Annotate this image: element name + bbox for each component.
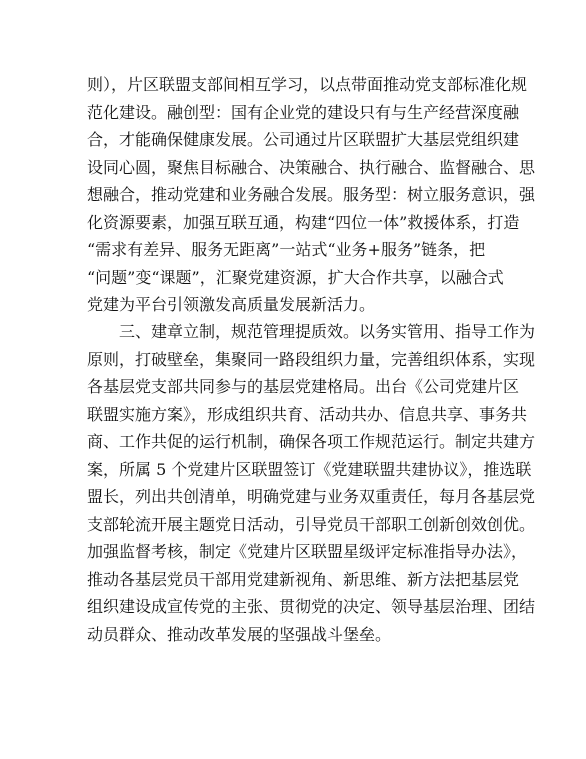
- text-line: 想融合，推动党建和业务融合发展。服务型：树立服务意识，强: [87, 185, 536, 204]
- section-heading-line: 三、建章立制，规范管理提质效。以务实管用、指导工作为: [119, 322, 536, 341]
- text-line: 联盟实施方案》，形成组织共育、活动共办、信息共享、事务共: [87, 404, 528, 424]
- text-line: 盟长，列出共创清单，明确党建与业务双重责任，每月各基层党: [87, 487, 536, 506]
- text-line: 加强监督考核，制定《党建片区联盟星级评定标准指导办法》，: [87, 542, 528, 561]
- text-line: 组织建设成宣传党的主张、贯彻党的决定、领导基层治理、团结: [87, 597, 536, 616]
- text-line: 案，所属 5 个党建片区联盟签订《党建联盟共建协议》，推选联: [87, 459, 532, 479]
- text-line: “需求有差异、服务无距离”一站式“业务+服务”链条，把: [87, 240, 486, 259]
- paragraph-section-three: [87, 318, 536, 648]
- text-line: 则），片区联盟支部间相互学习，以点带面推动党支部标准化规: [87, 75, 528, 94]
- text-line: 党建为平台引领激发高质量发展新活力。: [87, 295, 376, 314]
- paragraph-integration-types: [87, 71, 536, 319]
- text-line: 各基层党支部共同参与的基层党建格局。出台《公司党建片区: [87, 377, 520, 396]
- text-line: 支部轮流开展主题党日活动，引导党员干部职工创新创效创优。: [87, 514, 536, 534]
- text-line: 原则，打破壁垒，集聚同一路段组织力量，完善组织体系，实现: [87, 349, 536, 369]
- text-line: 设同心圆，聚焦目标融合、决策融合、执行融合、监督融合、思: [87, 157, 536, 177]
- text-line: 商、工作共促的运行机制，确保各项工作规范运行。制定共建方: [87, 432, 536, 451]
- text-line: 范化建设。融创型：国有企业党的建设只有与生产经营深度融: [87, 102, 520, 122]
- text-line: 合，才能确保健康发展。公司通过片区联盟扩大基层党组织建: [87, 130, 520, 149]
- text-line: “问题”变“课题”，汇聚党建资源，扩大合作共享，以融合式: [87, 267, 504, 287]
- text-line: 动员群众、推动改革发展的坚强战斗堡垒。: [87, 624, 392, 644]
- text-line: 推动各基层党员干部用党建新视角、新思维、新方法把基层党: [87, 569, 520, 589]
- text-line: 化资源要素，加强互联互通，构建“四位一体”救援体系，打造: [87, 212, 520, 232]
